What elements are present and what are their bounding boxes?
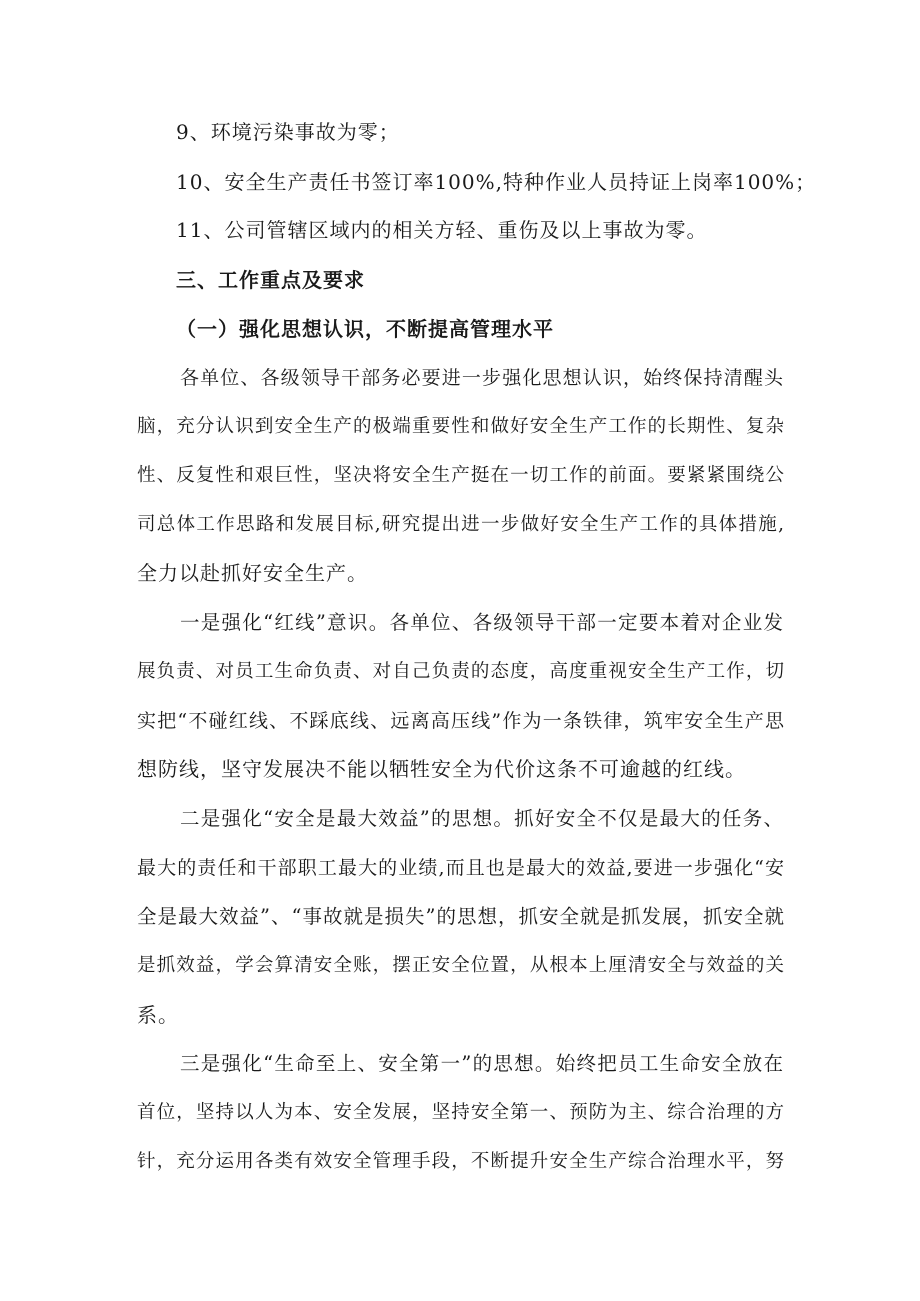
- goal-item-9: 9、环境污染事故为零；: [176, 120, 400, 144]
- paragraph-1-line-1: 各单位、各级领导干部务必要进一步强化思想认识，始终保持清醒头: [180, 367, 784, 389]
- paragraph-2-line-1: 一是强化“红线”意识。各单位、各级领导干部一定要本着对企业发: [180, 611, 784, 634]
- paragraph-1-line-4: 司总体工作思路和发展目标,研究提出进一步做好安全生产工作的具体措施,: [137, 514, 785, 535]
- section-heading: 三、工作重点及要求: [176, 268, 365, 292]
- paragraph-3-line-5: 系。: [137, 1003, 179, 1027]
- paragraph-4-line-2: 首位，坚持以人为本、安全发展，坚持安全第一、预防为主、综合治理的方: [137, 1102, 785, 1123]
- paragraph-4-line-1: 三是强化“生命至上、安全第一”的思想。始终把员工生命安全放在: [180, 1052, 784, 1075]
- paragraph-1-line-5: 全力以赴抓好安全生产。: [137, 561, 368, 585]
- paragraph-4-line-3: 针，充分运用各类有效安全管理手段，不断提升安全生产综合治理水平，努: [137, 1151, 785, 1172]
- paragraph-3-line-4: 是抓效益，学会算清安全账，摆正安全位置，从根本上厘清安全与效益的关: [137, 955, 785, 976]
- paragraph-3-line-3: 全是最大效益”、“事故就是损失”的思想，抓安全就是抓发展，抓安全就: [137, 905, 785, 928]
- goal-item-11: 11、公司管辖区域内的相关方轻、重伤及以上事故为零。: [176, 218, 708, 242]
- paragraph-2-line-2: 展负责、对员工生命负责、对自己负责的态度，高度重视安全生产工作，切: [137, 661, 785, 682]
- subsection-heading: （一）强化思想认识，不断提高管理水平: [176, 317, 554, 341]
- paragraph-3-line-1: 二是强化“安全是最大效益”的思想。抓好安全不仅是最大的任务、: [180, 807, 784, 830]
- goal-item-10: 10、安全生产责任书签订率100%,特种作业人员持证上岗率100%；: [176, 170, 817, 194]
- paragraph-2-line-4: 想防线，坚守发展决不能以牺牲安全为代价这条不可逾越的红线。: [137, 757, 746, 781]
- paragraph-3-line-2: 最大的责任和干部职工最大的业绩,而且也是最大的效益,要进一步强化“安: [137, 857, 785, 879]
- paragraph-1-line-3: 性、反复性和艰巨性，坚决将安全生产挺在一切工作的前面。要紧紧围绕公: [137, 465, 785, 486]
- paragraph-1-line-2: 脑，充分认识到安全生产的极端重要性和做好安全生产工作的长期性、复杂: [137, 416, 785, 437]
- paragraph-2-line-3: 实把“不碰红线、不踩底线、远离高压线”作为一条铁律，筑牢安全生产思: [137, 710, 785, 732]
